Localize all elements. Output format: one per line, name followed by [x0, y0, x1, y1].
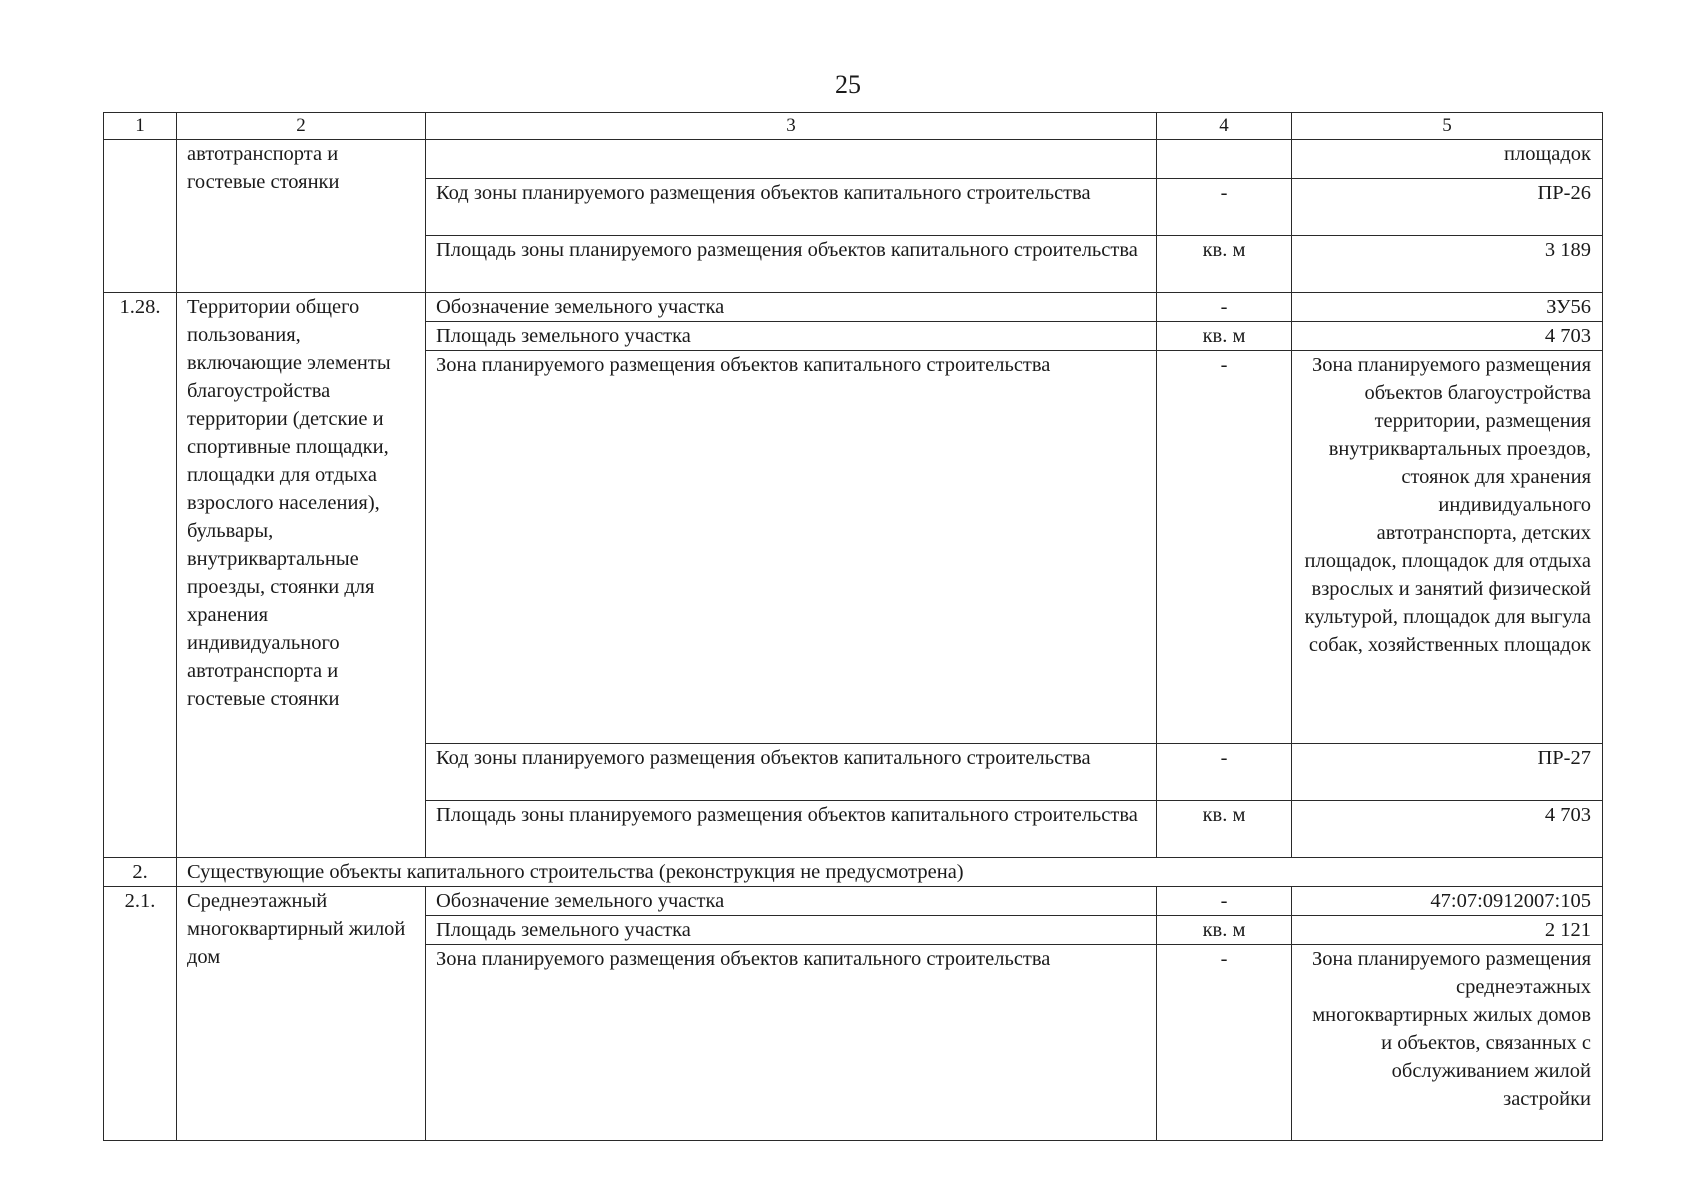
- header-col-3: 3: [426, 113, 1157, 140]
- value-cell: Зона планируемого размещения объектов благоустройства территории, размещения внутриквартальных проездов, стоянок для хранения индивидуального автотранспорта, детских площадок, площадок для отдыха взрослых и занятий физической культурой, площадок для выгула собак, хозяйственных площадок: [1292, 351, 1603, 744]
- value-cell: 4 703: [1292, 801, 1603, 858]
- unit-cell: кв. м: [1157, 801, 1292, 858]
- parameter-cell: Обозначение земельного участка: [426, 293, 1157, 322]
- unit-cell: кв. м: [1157, 322, 1292, 351]
- parameter-cell: [426, 140, 1157, 179]
- parameter-cell: Площадь земельного участка: [426, 916, 1157, 945]
- unit-cell: кв. м: [1157, 916, 1292, 945]
- unit-cell: -: [1157, 887, 1292, 916]
- value-cell: ЗУ56: [1292, 293, 1603, 322]
- zone-parameters-table: [103, 112, 1603, 1141]
- value-cell: Зона планируемого размещения среднеэтажных многоквартирных жилых домов и объектов, связанных с обслуживанием жилой застройки: [1292, 945, 1603, 1141]
- row-number: 1.28.: [104, 293, 177, 858]
- section-number: 2.: [104, 858, 177, 887]
- header-col-4: 4: [1157, 113, 1292, 140]
- row-number: 2.1.: [104, 887, 177, 1141]
- unit-cell: -: [1157, 293, 1292, 322]
- value-cell: 4 703: [1292, 322, 1603, 351]
- parameter-cell: Зона планируемого размещения объектов капитального строительства: [426, 945, 1157, 1141]
- unit-cell: -: [1157, 351, 1292, 744]
- table-row: [104, 293, 1603, 322]
- header-col-1: 1: [104, 113, 177, 140]
- value-cell: 47:07:0912007:105: [1292, 887, 1603, 916]
- value-cell: ПР-26: [1292, 179, 1603, 236]
- unit-cell: -: [1157, 744, 1292, 801]
- object-name: Территории общего пользования, включающие элементы благоустройства территории (детские и спортивные площадки, площадки для отдыха взрослого населения), бульвары, внутриквартальные проезды, стоянки для хранения индивидуального автотранспорта и гостевые стоянки: [177, 293, 426, 858]
- unit-cell: -: [1157, 179, 1292, 236]
- object-name: автотранспорта и гостевые стоянки: [177, 140, 426, 293]
- parameter-cell: Площадь зоны планируемого размещения объектов капитального строительства: [426, 236, 1157, 293]
- table-row: [104, 887, 1603, 916]
- header-col-5: 5: [1292, 113, 1603, 140]
- header-col-2: 2: [177, 113, 426, 140]
- section-title: Существующие объекты капитального строительства (реконструкция не предусмотрена): [177, 858, 1603, 887]
- section-row: [104, 858, 1603, 887]
- value-cell: 3 189: [1292, 236, 1603, 293]
- value-cell: 2 121: [1292, 916, 1603, 945]
- unit-cell: -: [1157, 945, 1292, 1141]
- value-cell: площадок: [1292, 140, 1603, 179]
- row-number: [104, 140, 177, 293]
- value-cell: ПР-27: [1292, 744, 1603, 801]
- parameter-cell: Обозначение земельного участка: [426, 887, 1157, 916]
- unit-cell: [1157, 140, 1292, 179]
- page-number: 25: [835, 70, 861, 99]
- parameter-cell: Зона планируемого размещения объектов капитального строительства: [426, 351, 1157, 744]
- parameter-cell: Площадь зоны планируемого размещения объектов капитального строительства: [426, 801, 1157, 858]
- table-header-row: [104, 113, 1603, 140]
- table-row: [104, 140, 1603, 179]
- parameter-cell: Код зоны планируемого размещения объектов капитального строительства: [426, 744, 1157, 801]
- object-name: Среднеэтажный многоквартирный жилой дом: [177, 887, 426, 1141]
- parameter-cell: Код зоны планируемого размещения объектов капитального строительства: [426, 179, 1157, 236]
- parameter-cell: Площадь земельного участка: [426, 322, 1157, 351]
- unit-cell: кв. м: [1157, 236, 1292, 293]
